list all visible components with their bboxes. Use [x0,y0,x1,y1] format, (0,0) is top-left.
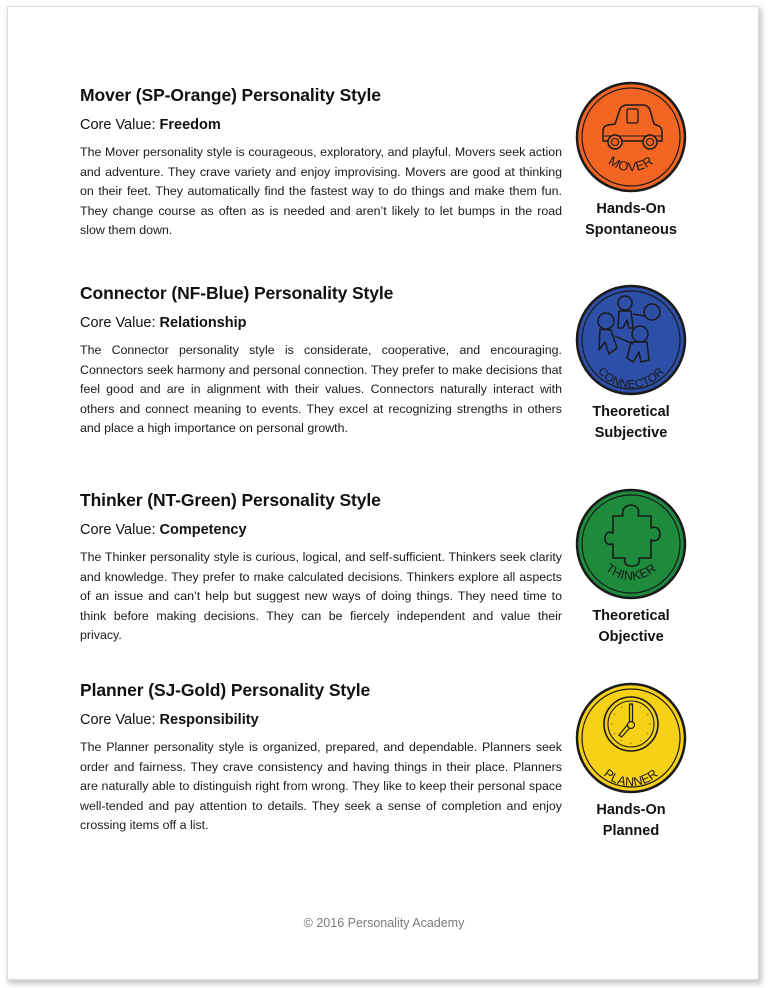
core-value-line [80,313,562,333]
core-value-line [80,710,562,730]
puzzle-piece-icon [575,488,687,600]
people-group-icon [575,284,687,396]
badge-thinker [566,488,696,648]
section-title: Thinker (NT-Green) Personality Style [80,490,381,510]
section-title: Mover (SP-Orange) Personality Style [80,85,381,105]
car-icon [575,81,687,193]
clock-icon [575,682,687,794]
core-value-label: Core Value: [80,315,160,331]
section-title: Connector (NF-Blue) Personality Style [80,283,394,303]
badge-caption-line2: Subjective [594,425,668,441]
badge-planner [566,682,696,842]
badge-mover [566,81,696,241]
badge-caption-line2: Objective [598,629,664,645]
core-value-label: Core Value: [80,712,160,728]
core-value: Relationship [159,315,247,331]
svg-text:CONNECTOR: CONNECTOR [595,365,667,392]
section-connector [80,282,562,451]
badge-caption-line1: Theoretical [592,608,670,624]
svg-text:THINKER: THINKER [603,560,659,584]
section-description: The Thinker personality style is curious, logical, and self-sufficient. Thinkers seek clarity and knowledge. They prefer to make calculated decisions. Thinkers explore all aspects of an issue and can’t help but suggest new ways of doing things. They need time to think before making decisions. They can be fiercely independent and value their privacy. [80,550,562,643]
svg-text:PLANNER: PLANNER [601,766,661,790]
core-value-label: Core Value: [80,117,160,133]
section-description: The Planner personality style is organized, prepared, and dependable. Planners seek order and fairness. They crave consistency and having things in their place. Planners are naturally able to distinguish right from wrong. They like to keep their personal space well-tended and pay attention to details. They seek a sense of completion and enjoy crossing items off a list. [80,740,562,833]
core-value-label: Core Value: [80,522,160,538]
section-mover [80,84,562,253]
badge-caption [566,402,696,444]
badge-caption-line1: Hands-On [596,201,666,217]
core-value: Responsibility [159,712,259,728]
badge-caption-line1: Hands-On [596,802,666,818]
core-value-line [80,115,562,135]
badge-caption-line1: Theoretical [592,404,670,420]
section-title: Planner (SJ-Gold) Personality Style [80,680,371,700]
section-description: The Connector personality style is considerate, cooperative, and encouraging. Connectors seek harmony and personal connection. They prefer to make decisions that feel good and are in alignment with their values. Connectors naturally interact with others and connect meaning to events. They excel at recognizing strengths in others and place a high importance on personal growth. [80,343,562,436]
badge-connector [566,284,696,444]
section-planner [80,679,562,848]
badge-caption [566,800,696,842]
badge-caption [566,199,696,241]
section-description: The Mover personality style is courageous, exploratory, and playful. Movers seek action and adventure. They crave variety and enjoy improvising. Movers are good at thinking on their feet. They automatically find the fastest way to do things and make them fun. They change course as often as is needed and aren’t likely to let bumps in the road slow them down. [80,145,562,238]
core-value: Competency [159,522,247,538]
badge-caption [566,606,696,648]
core-value-line [80,520,562,540]
badge-caption-line2: Planned [602,823,660,839]
section-thinker [80,489,562,658]
svg-text:MOVER: MOVER [606,152,656,175]
core-value: Freedom [159,117,221,133]
badge-caption-line2: Spontaneous [585,222,677,238]
footer-copyright: © 2016 Personality Academy [303,916,465,930]
